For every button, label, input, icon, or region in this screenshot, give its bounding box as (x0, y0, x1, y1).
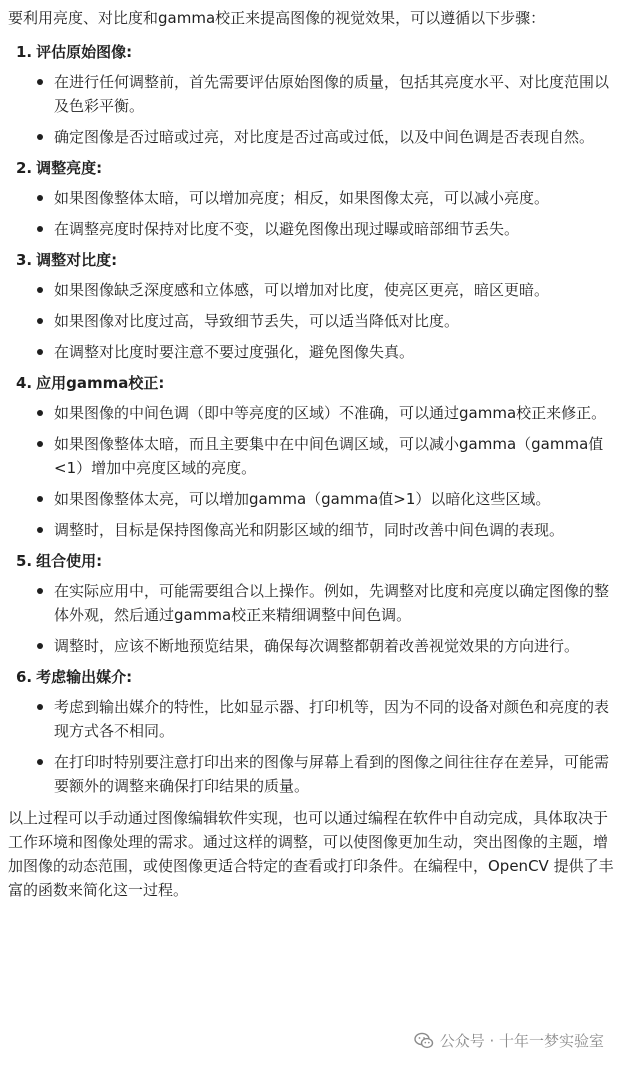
step-number: 1. (16, 43, 33, 61)
bullet-item (8, 278, 616, 302)
bullet-text: 如果图像整体太亮，可以增加gamma（gamma值>1）以暗化这些区域。 (54, 490, 551, 508)
bullet-dot-icon (37, 410, 43, 416)
bullet-list (8, 70, 616, 149)
step-title: 调整亮度: (36, 159, 103, 177)
step-heading (8, 156, 616, 180)
bullet-dot-icon (37, 527, 43, 533)
step-section (8, 156, 616, 241)
bullet-text: 如果图像整体太暗，而且主要集中在中间色调区域，可以减小gamma（gamma值<1）增加中亮度区域的亮度。 (54, 435, 604, 477)
bullet-item (8, 125, 616, 149)
bullet-list (8, 695, 616, 798)
step-heading (8, 665, 616, 689)
bullet-text: 调整时，目标是保持图像高光和阴影区域的细节，同时改善中间色调的表现。 (54, 521, 565, 539)
bullet-dot-icon (37, 643, 43, 649)
bullet-dot-icon (37, 226, 43, 232)
bullet-item (8, 217, 616, 241)
step-number: 4. (16, 374, 33, 392)
bullet-list (8, 186, 616, 241)
bullet-dot-icon (37, 134, 43, 140)
bullet-text: 确定图像是否过暗或过亮，对比度是否过高或过低，以及中间色调是否表现自然。 (54, 128, 595, 146)
bullet-text: 在实际应用中，可能需要组合以上操作。例如，先调整对比度和亮度以确定图像的整体外观，然后通过gamma校正来精细调整中间色调。 (54, 582, 610, 624)
step-heading (8, 40, 616, 64)
bullet-dot-icon (37, 441, 43, 447)
step-title: 评估原始图像: (36, 43, 133, 61)
bullet-item (8, 695, 616, 743)
bullet-text: 如果图像的中间色调（即中等亮度的区域）不准确，可以通过gamma校正来修正。 (54, 404, 607, 422)
bullet-item (8, 487, 616, 511)
bullet-item (8, 70, 616, 118)
bullet-item (8, 750, 616, 798)
step-number: 3. (16, 251, 33, 269)
step-title: 组合使用: (36, 552, 103, 570)
bullet-text: 如果图像缺乏深度感和立体感，可以增加对比度，使亮区更亮，暗区更暗。 (54, 281, 550, 299)
step-title: 考虑输出媒介: (36, 668, 133, 686)
step-number: 2. (16, 159, 33, 177)
step-number: 5. (16, 552, 33, 570)
bullet-text: 调整时，应该不断地预览结果，确保每次调整都朝着改善视觉效果的方向进行。 (54, 637, 580, 655)
bullet-text: 在调整对比度时要注意不要过度强化，避免图像失真。 (54, 343, 415, 361)
step-section (8, 248, 616, 364)
steps-list (8, 40, 616, 798)
step-heading (8, 371, 616, 395)
bullet-text: 在进行任何调整前，首先需要评估原始图像的质量，包括其亮度水平、对比度范围以及色彩平衡。 (54, 73, 610, 115)
bullet-item (8, 579, 616, 627)
bullet-list (8, 579, 616, 658)
intro-paragraph: 要利用亮度、对比度和gamma校正来提高图像的视觉效果，可以遵循以下步骤： (8, 9, 546, 27)
bullet-text: 如果图像对比度过高，导致细节丢失，可以适当降低对比度。 (54, 312, 460, 330)
step-section (8, 371, 616, 542)
step-number: 6. (16, 668, 33, 686)
watermark (408, 1031, 604, 1051)
watermark-text: 公众号 · 十年一梦实验室 (439, 1032, 604, 1050)
bullet-text: 在打印时特别要注意打印出来的图像与屏幕上看到的图像之间往往存在差异，可能需要额外的调整来确保打印结果的质量。 (54, 753, 610, 795)
step-section (8, 40, 616, 149)
bullet-dot-icon (37, 79, 43, 85)
step-heading (8, 549, 616, 573)
bullet-dot-icon (37, 195, 43, 201)
bullet-dot-icon (37, 287, 43, 293)
bullet-text: 在调整亮度时保持对比度不变，以避免图像出现过曝或暗部细节丢失。 (54, 220, 520, 238)
step-title: 应用gamma校正: (36, 374, 165, 392)
bullet-text: 考虑到输出媒介的特性，比如显示器、打印机等，因为不同的设备对颜色和亮度的表现方式各不相同。 (54, 698, 610, 740)
bullet-item (8, 518, 616, 542)
bullet-item (8, 340, 616, 364)
bullet-item (8, 401, 616, 425)
bullet-item (8, 309, 616, 333)
bullet-item (8, 186, 616, 210)
bullet-item (8, 634, 616, 658)
bullet-dot-icon (37, 349, 43, 355)
bullet-dot-icon (37, 759, 43, 765)
bullet-list (8, 401, 616, 542)
bullet-text: 如果图像整体太暗，可以增加亮度；相反，如果图像太亮，可以减小亮度。 (54, 189, 550, 207)
bullet-dot-icon (37, 496, 43, 502)
step-title: 调整对比度: (36, 251, 118, 269)
step-section (8, 549, 616, 658)
bullet-dot-icon (37, 318, 43, 324)
bullet-list (8, 278, 616, 364)
step-section (8, 665, 616, 798)
conclusion-paragraph: 以上过程可以手动通过图像编辑软件实现，也可以通过编程在软件中自动完成，具体取决于工作环境和图像处理的需求。通过这样的调整，可以使图像更加生动，突出图像的主题，增加图像的动态范围，或使图像更适合特定的查看或打印条件。在编程中，OpenCV 提供了丰富的函数来简化这一过程。 (8, 809, 614, 899)
bullet-dot-icon (37, 588, 43, 594)
wechat-icon (414, 1032, 434, 1050)
bullet-item (8, 432, 616, 480)
step-heading (8, 248, 616, 272)
bullet-dot-icon (37, 704, 43, 710)
